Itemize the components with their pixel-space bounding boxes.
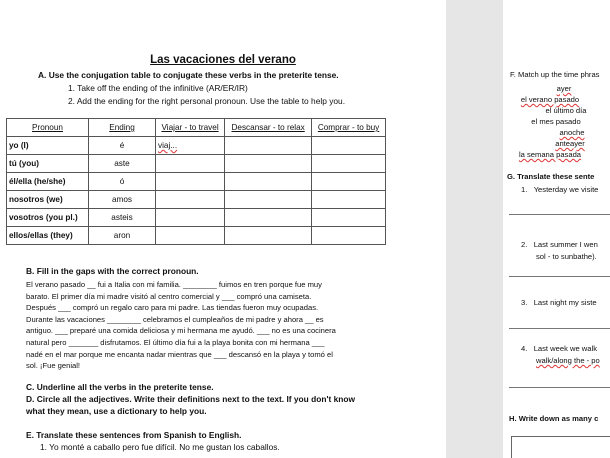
time-phrase-item: la semana pasada <box>518 150 582 159</box>
worksheet-page-right <box>503 0 610 458</box>
section-b-paragraph[interactable] <box>26 279 368 372</box>
table-row <box>7 227 386 245</box>
time-phrase-item: el verano pasado <box>520 95 580 104</box>
paragraph-line: barato. El primer día mi madre visitó al centro comercial y ___ compró una camiseta. <box>26 291 312 301</box>
paragraph-line: Durante las vacaciones ________ celebramos el cumpleaños de mi padre y ahora __ es <box>26 314 324 324</box>
section-d-heading-line-2: what they mean, use a dictionary to help you. <box>26 406 207 416</box>
table-row <box>7 155 386 173</box>
pronoun-cell: tú (you) <box>7 155 89 173</box>
viajar-cell[interactable] <box>156 191 225 209</box>
answer-box[interactable] <box>511 436 610 458</box>
paragraph-line: nadé en el mar porque me encanta nadar mientras que ___ descansó en la playa y tomó el <box>26 349 333 359</box>
section-e-item-1: 1. Yo monté a caballo pero fue difícil. No me gustan los caballos. <box>40 442 280 452</box>
time-phrase-item: ayer <box>556 84 572 93</box>
descansar-cell[interactable] <box>225 155 312 173</box>
comprar-cell[interactable] <box>312 173 386 191</box>
section-g-item-2: 2. Last summer I wen <box>521 240 598 249</box>
section-g-item-4: 4. Last week we walk <box>521 344 597 353</box>
example-answer: viaj... <box>158 141 178 150</box>
section-a-heading: A. Use the conjugation table to conjugate these verbs in the preterite tense. <box>38 70 339 80</box>
paragraph-line: natural pero _______ disfrutamos. El último día fui a la playa bonita con mi hermana ___ <box>26 337 325 347</box>
paragraph-line: antiguo. ___ preparé una comida deliciosa y mi hermana me ayudó. ___ no es una cocinera <box>26 326 336 336</box>
descansar-cell[interactable] <box>225 173 312 191</box>
table-row <box>7 137 386 155</box>
ending-cell: amos <box>89 191 156 209</box>
section-b-heading: B. Fill in the gaps with the correct pronoun. <box>26 266 199 276</box>
comprar-cell[interactable] <box>312 209 386 227</box>
worksheet-title: Las vacaciones del verano <box>150 54 296 66</box>
time-phrase-item: el mes pasado <box>531 117 581 126</box>
time-phrase-item: anteayer <box>555 139 585 148</box>
viajar-cell[interactable] <box>156 227 225 245</box>
section-g-item-3: 3. Last night my siste <box>521 298 597 307</box>
comprar-cell[interactable] <box>312 191 386 209</box>
paragraph-line: El verano pasado __ fui a Italia con mi familia. ________ fuimos en tren porque fue muy <box>26 280 322 289</box>
descansar-cell[interactable] <box>225 191 312 209</box>
section-f-heading: F. Match up the time phras <box>510 70 600 79</box>
section-g-item-1: 1. Yesterday we visite <box>521 185 599 194</box>
table-header-row <box>7 119 386 137</box>
viajar-cell[interactable] <box>156 137 225 155</box>
table-row <box>7 173 386 191</box>
descansar-cell[interactable] <box>225 137 312 155</box>
viajar-cell[interactable] <box>156 173 225 191</box>
section-d-heading-line-1: D. Circle all the adjectives. Write their definitions next to the text. If you don't know <box>26 394 355 404</box>
time-phrase-item: el último día <box>545 106 587 115</box>
answer-line[interactable] <box>509 387 610 388</box>
comprar-cell[interactable] <box>312 227 386 245</box>
table-row <box>7 209 386 227</box>
time-phrase-item: anoche <box>559 128 585 137</box>
descansar-cell[interactable] <box>225 209 312 227</box>
section-g-heading: G. Translate these sente <box>507 172 595 181</box>
section-c-heading: C. Underline all the verbs in the preterite tense. <box>26 382 214 392</box>
ending-cell: aron <box>89 227 156 245</box>
viajar-cell[interactable] <box>156 155 225 173</box>
ending-cell: ó <box>89 173 156 191</box>
conjugation-table <box>6 118 386 245</box>
pronoun-cell: yo (I) <box>7 137 89 155</box>
pronoun-cell: nosotros (we) <box>7 191 89 209</box>
section-a-step-2: 2. Add the ending for the right personal pronoun. Use the table to help you. <box>68 96 346 106</box>
section-g-item-4-cont: walk/along the - po <box>536 356 600 365</box>
answer-line[interactable] <box>509 214 610 215</box>
section-e-heading: E. Translate these sentences from Spanish to English. <box>26 430 242 440</box>
section-g-item-2-cont: sol - to sunbathe). <box>536 252 597 261</box>
comprar-cell[interactable] <box>312 155 386 173</box>
ending-cell: é <box>89 137 156 155</box>
table-row <box>7 191 386 209</box>
viajar-cell[interactable] <box>156 209 225 227</box>
answer-line[interactable] <box>509 276 610 277</box>
pronoun-cell: él/ella (he/she) <box>7 173 89 191</box>
paragraph-line: sol. ¡Fue genial! <box>26 361 81 371</box>
paragraph-line: Después ___ compró un regalo caro para mi padre. Las tiendas fueron muy ocupadas. <box>26 303 319 313</box>
answer-line[interactable] <box>509 328 610 329</box>
header-pronoun: Pronoun <box>7 119 89 137</box>
descansar-cell[interactable] <box>225 227 312 245</box>
pronoun-cell: vosotros (you pl.) <box>7 209 89 227</box>
ending-cell: asteis <box>89 209 156 227</box>
ending-cell: aste <box>89 155 156 173</box>
header-descansar: Descansar - to relax <box>225 119 312 137</box>
header-ending: Ending <box>89 119 156 137</box>
comprar-cell[interactable] <box>312 137 386 155</box>
header-viajar: Viajar - to travel <box>156 119 225 137</box>
header-comprar: Comprar - to buy <box>312 119 386 137</box>
section-a-step-1: 1. Take off the ending of the infinitive (AR/ER/IR) <box>68 83 248 93</box>
pronoun-cell: ellos/ellas (they) <box>7 227 89 245</box>
section-h-heading: H. Write down as many c <box>509 414 599 423</box>
